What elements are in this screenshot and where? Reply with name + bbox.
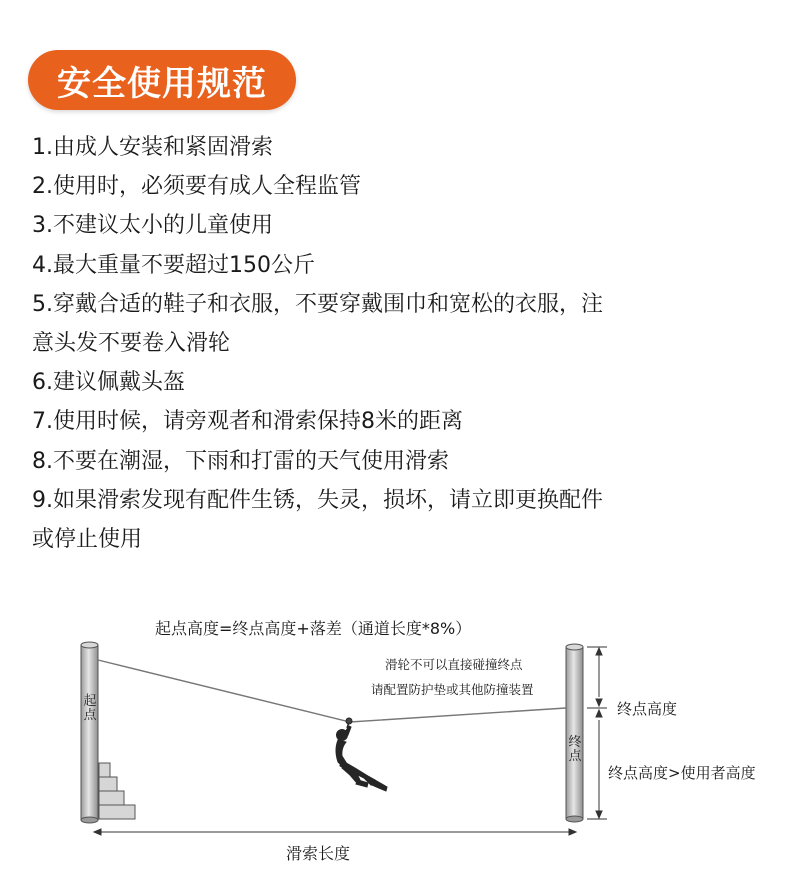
zipline-diagram xyxy=(0,600,790,889)
end-post-label: 点 xyxy=(568,749,582,764)
rule-item-continuation: 或停止使用 xyxy=(32,527,143,553)
rule-item: 8.不要在潮湿，下雨和打雷的天气使用滑索 xyxy=(32,448,449,474)
pulley-warning: 滑轮不可以直接碰撞终点 xyxy=(385,657,523,672)
cable-length-label: 滑索长度 xyxy=(286,844,351,863)
section-title: 安全使用规范 xyxy=(57,63,267,104)
end-height-rule-label: 终点高度>使用者高度 xyxy=(608,764,756,782)
rider-icon xyxy=(336,718,387,791)
cable-length-dimension xyxy=(94,829,576,835)
end-post xyxy=(566,644,583,822)
end-height-dimension xyxy=(587,647,607,819)
stairs-icon xyxy=(99,763,135,819)
rule-item: 3.不建议太小的儿童使用 xyxy=(32,213,273,239)
protection-note: 请配置防护垫或其他防撞装置 xyxy=(371,682,534,697)
end-height-label: 终点高度 xyxy=(617,700,678,718)
rule-item: 7.使用时候，请旁观者和滑索保持8米的距离 xyxy=(32,409,463,435)
end-post-label: 终 xyxy=(568,735,582,750)
rule-item: 9.如果滑索发现有配件生锈，失灵，损坏，请立即更换配件 xyxy=(32,487,603,513)
start-post xyxy=(81,642,98,823)
rule-item: 2.使用时，必须要有成人全程监管 xyxy=(32,174,361,200)
start-post-label: 点 xyxy=(83,708,97,723)
rule-item: 6.建议佩戴头盔 xyxy=(32,370,185,396)
rule-item-continuation: 意头发不要卷入滑轮 xyxy=(32,331,231,357)
rule-item: 4.最大重量不要超过150公斤 xyxy=(32,252,315,278)
zipline-diagram-graphic xyxy=(0,600,790,889)
rule-item: 5.穿戴合适的鞋子和衣服，不要穿戴围巾和宽松的衣服，注 xyxy=(32,291,603,317)
start-post-label: 起 xyxy=(83,694,97,709)
rule-item: 1.由成人安装和紧固滑索 xyxy=(32,135,273,160)
safety-rules-list xyxy=(32,128,772,559)
height-formula: 起点高度=终点高度+落差（通道长度*8%） xyxy=(155,619,472,638)
section-title-banner xyxy=(28,50,296,110)
